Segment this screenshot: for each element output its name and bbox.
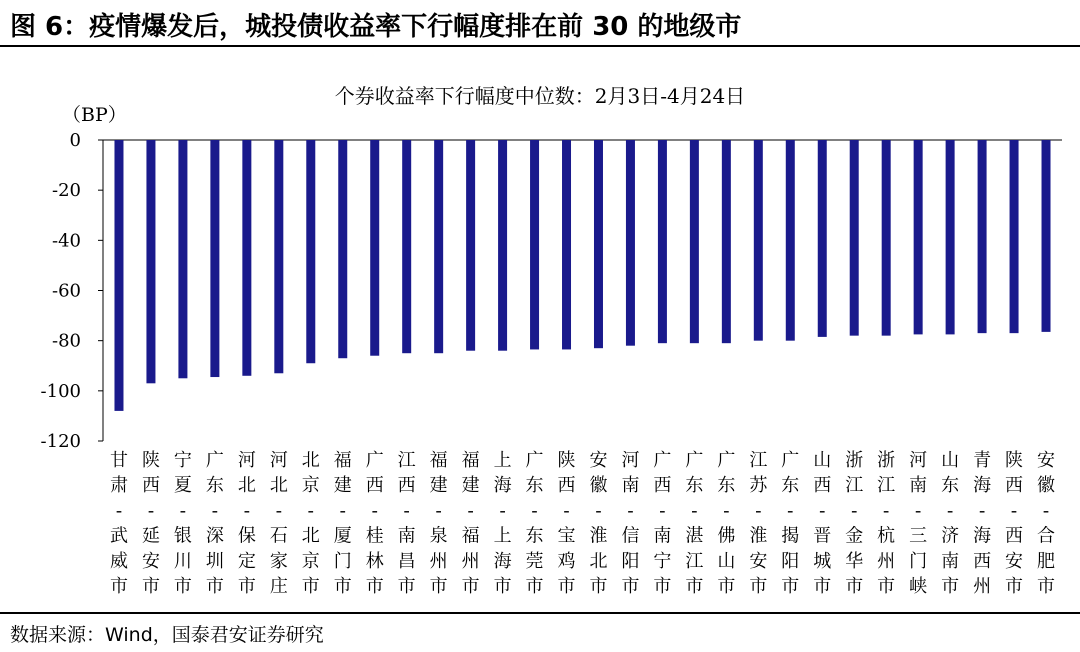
- bar: [562, 140, 571, 349]
- bar: [946, 140, 955, 334]
- y-tick-label: -20: [52, 180, 81, 202]
- x-tick-label: 江西-南昌市: [397, 450, 416, 597]
- x-tick-label: 浙江-金华市: [845, 450, 864, 597]
- bar: [530, 140, 539, 349]
- x-tick-label: 河南-信阳市: [621, 450, 640, 597]
- bar: [306, 140, 315, 363]
- x-tick-label: 山西-晋城市: [813, 450, 832, 597]
- x-tick-label: 广西-桂林市: [365, 450, 384, 597]
- bar: [242, 140, 251, 376]
- bottom-divider: [0, 612, 1080, 614]
- x-tick-label: 江苏-淮安市: [749, 450, 768, 597]
- bar: [818, 140, 827, 337]
- bar: [690, 140, 699, 343]
- y-tick-label: -60: [52, 280, 81, 302]
- bar: [626, 140, 635, 346]
- bar: [498, 140, 507, 351]
- bar: [146, 140, 155, 383]
- x-tick-label: 甘肃-武威市: [109, 450, 128, 597]
- bar: [882, 140, 891, 336]
- x-tick-label: 河南-三门峡: [909, 450, 928, 597]
- bar: [658, 140, 667, 343]
- x-tick-label: 山东-济南市: [941, 450, 960, 597]
- bar: [434, 140, 443, 353]
- x-tick-label: 宁夏-银川市: [173, 450, 192, 597]
- y-tick-label: -120: [40, 431, 81, 452]
- x-tick-label: 河北-保定市: [237, 450, 256, 597]
- y-tick-label: -80: [52, 330, 81, 352]
- x-tick-label: 北京-北京市: [301, 450, 320, 597]
- bar: [850, 140, 859, 336]
- figure-title: 图 6：疫情爆发后，城投债收益率下行幅度排在前 30 的地级市: [10, 12, 742, 42]
- x-tick-label: 福建-福州市: [461, 450, 480, 597]
- bar: [402, 140, 411, 353]
- x-tick-label: 陕西-宝鸡市: [557, 450, 576, 597]
- y-tick-label: -40: [52, 230, 81, 252]
- x-tick-label: 青海-海西州: [973, 450, 992, 597]
- y-tick-label: -100: [40, 380, 81, 402]
- x-tick-label: 广东-东莞市: [525, 450, 544, 597]
- x-tick-label: 广西-南宁市: [653, 450, 672, 597]
- x-tick-label: 陕西-延安市: [141, 450, 160, 597]
- x-tick-label: 安徽-淮北市: [589, 450, 608, 597]
- chart-title: 个券收益率下行幅度中位数：2月3日-4月24日: [334, 84, 746, 108]
- x-tick-label: 广东-揭阳市: [781, 450, 800, 597]
- y-axis-unit-label: （BP）: [62, 104, 127, 126]
- bar: [338, 140, 347, 358]
- x-tick-label: 陕西-西安市: [1005, 450, 1024, 597]
- bar: [978, 140, 987, 333]
- bar: [274, 140, 283, 373]
- x-tick-label: 广东-湛江市: [685, 450, 704, 597]
- y-tick-label: 0: [69, 130, 81, 151]
- bar: [210, 140, 219, 377]
- x-tick-label: 广东-深圳市: [205, 450, 224, 597]
- x-tick-label: 浙江-杭州市: [877, 450, 896, 597]
- x-tick-label: 广东-佛山市: [717, 450, 736, 597]
- bar: [754, 140, 763, 341]
- x-tick-label: 福建-泉州市: [429, 450, 448, 597]
- x-tick-label: 福建-厦门市: [333, 450, 352, 597]
- bar: [914, 140, 923, 334]
- bar: [594, 140, 603, 348]
- bar: [722, 140, 731, 343]
- x-tick-label: 安徽-合肥市: [1037, 450, 1056, 597]
- x-tick-label: 河北-石家庄: [269, 450, 288, 597]
- x-tick-label: 上海-上海市: [493, 450, 512, 597]
- bar: [1042, 140, 1051, 332]
- source-note: 数据来源：Wind，国泰君安证券研究: [10, 624, 324, 646]
- bar: [466, 140, 475, 351]
- bar: [370, 140, 379, 356]
- bar: [114, 140, 123, 411]
- bar: [786, 140, 795, 341]
- bar: [1010, 140, 1019, 333]
- bar: [178, 140, 187, 378]
